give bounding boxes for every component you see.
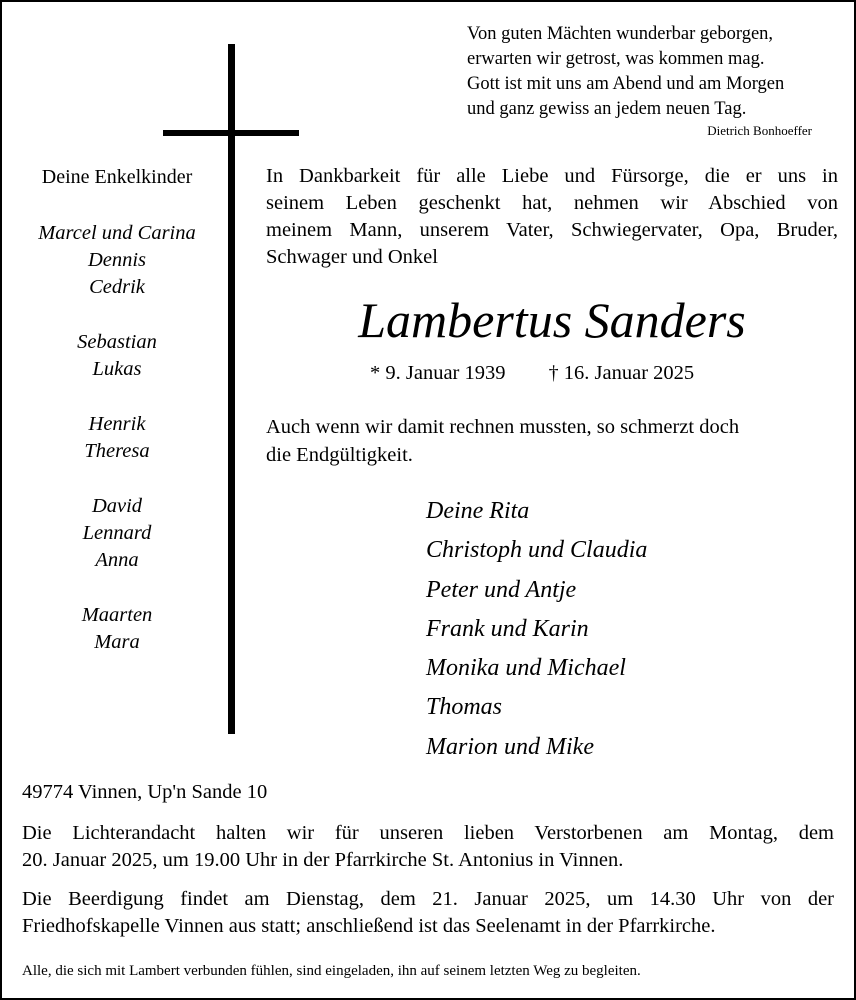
grandchild-name: Theresa (84, 440, 150, 462)
grandchild-name: Cedrik (89, 276, 145, 298)
poem-line: und ganz gewiss an jedem neuen Tag. (467, 99, 747, 119)
intro-text (266, 163, 838, 271)
grandchild-name: Sebastian (77, 331, 157, 353)
death-group (549, 362, 695, 384)
intro-line: Schwager und Onkel (266, 246, 438, 268)
intro-line: meinem Mann, unserem Vater, Schwiegervater, Opa, Bruder, (266, 219, 838, 241)
family-member: Marion und Mike (426, 733, 594, 760)
grandchildren-group (12, 220, 222, 301)
life-dates (370, 360, 850, 387)
dagger-icon: † (548, 362, 559, 384)
vigil-notice (22, 820, 834, 874)
grandchild-name: Lennard (82, 522, 152, 544)
grandchild-name: David (91, 495, 143, 517)
poem-line: Von guten Mächten wunderbar geborgen, (467, 24, 774, 44)
poem-line: Gott ist mit uns am Abend und am Morgen (467, 74, 785, 94)
invitation-note: Alle, die sich mit Lambert verbunden fühlen, sind eingeladen, ihn auf seinem letzten Weg zu begleiten. (22, 963, 641, 979)
grandchild-name: Dennis (87, 249, 147, 271)
cross-horizontal-beam (163, 130, 299, 136)
grandchildren-list (12, 220, 222, 684)
intro-line: seinem Leben geschenkt hat, nehmen wir Abschied von (266, 192, 838, 214)
grandchild-name: Lukas (92, 358, 142, 380)
vigil-line: 20. Januar 2025, um 19.00 Uhr in der Pfarrkirche St. Antonius in Vinnen. (22, 849, 624, 871)
grandchild-name: Maarten (81, 604, 153, 626)
grandchildren-group (12, 411, 222, 465)
grandchild-name: Mara (94, 631, 140, 653)
family-list (426, 492, 846, 767)
birth-symbol: * (370, 362, 381, 384)
closing-sentence (266, 413, 838, 469)
family-member: Christoph und Claudia (426, 537, 648, 564)
funeral-notice (22, 886, 834, 940)
poem-line: erwarten wir getrost, was kommen mag. (467, 49, 765, 69)
poem-author: Dietrich Bonhoeffer (707, 123, 812, 138)
family-member: Thomas (426, 694, 503, 721)
vigil-line: Die Lichterandacht halten wir für unseren lieben Verstorbenen am Montag, dem (22, 822, 834, 844)
family-member: Deine Rita (426, 498, 530, 524)
family-member: Frank und Karin (426, 615, 589, 642)
address: 49774 Vinnen, Up'n Sande 10 (22, 781, 268, 803)
sentence-line: die Endgültigkeit. (266, 444, 413, 466)
cross-vertical-beam (228, 44, 235, 734)
funeral-line: Friedhofskapelle Vinnen aus statt; anschließend ist das Seelenamt in der Pfarrkirche. (22, 915, 716, 937)
deceased-name: Lambertus Sanders (358, 292, 746, 348)
grandchildren-heading: Deine Enkelkinder (41, 166, 193, 188)
family-member: Peter und Antje (426, 576, 577, 603)
family-member: Monika und Michael (426, 655, 626, 682)
grandchild-name: Marcel und Carina (38, 222, 196, 244)
grandchildren-group (12, 329, 222, 383)
intro-line: In Dankbarkeit für alle Liebe und Fürsorge, die er uns in (266, 165, 838, 187)
grandchildren-group (12, 493, 222, 574)
birth-date: 9. Januar 1939 (385, 362, 506, 384)
poem (467, 22, 827, 122)
funeral-line: Die Beerdigung findet am Dienstag, dem 21. Januar 2025, um 14.30 Uhr von der (22, 888, 834, 910)
sentence-line: Auch wenn wir damit rechnen mussten, so schmerzt doch (266, 416, 740, 438)
death-date: 16. Januar 2025 (563, 362, 695, 384)
grandchildren-group (12, 602, 222, 656)
grandchild-name: Henrik (88, 413, 146, 435)
grandchild-name: Anna (95, 549, 139, 571)
